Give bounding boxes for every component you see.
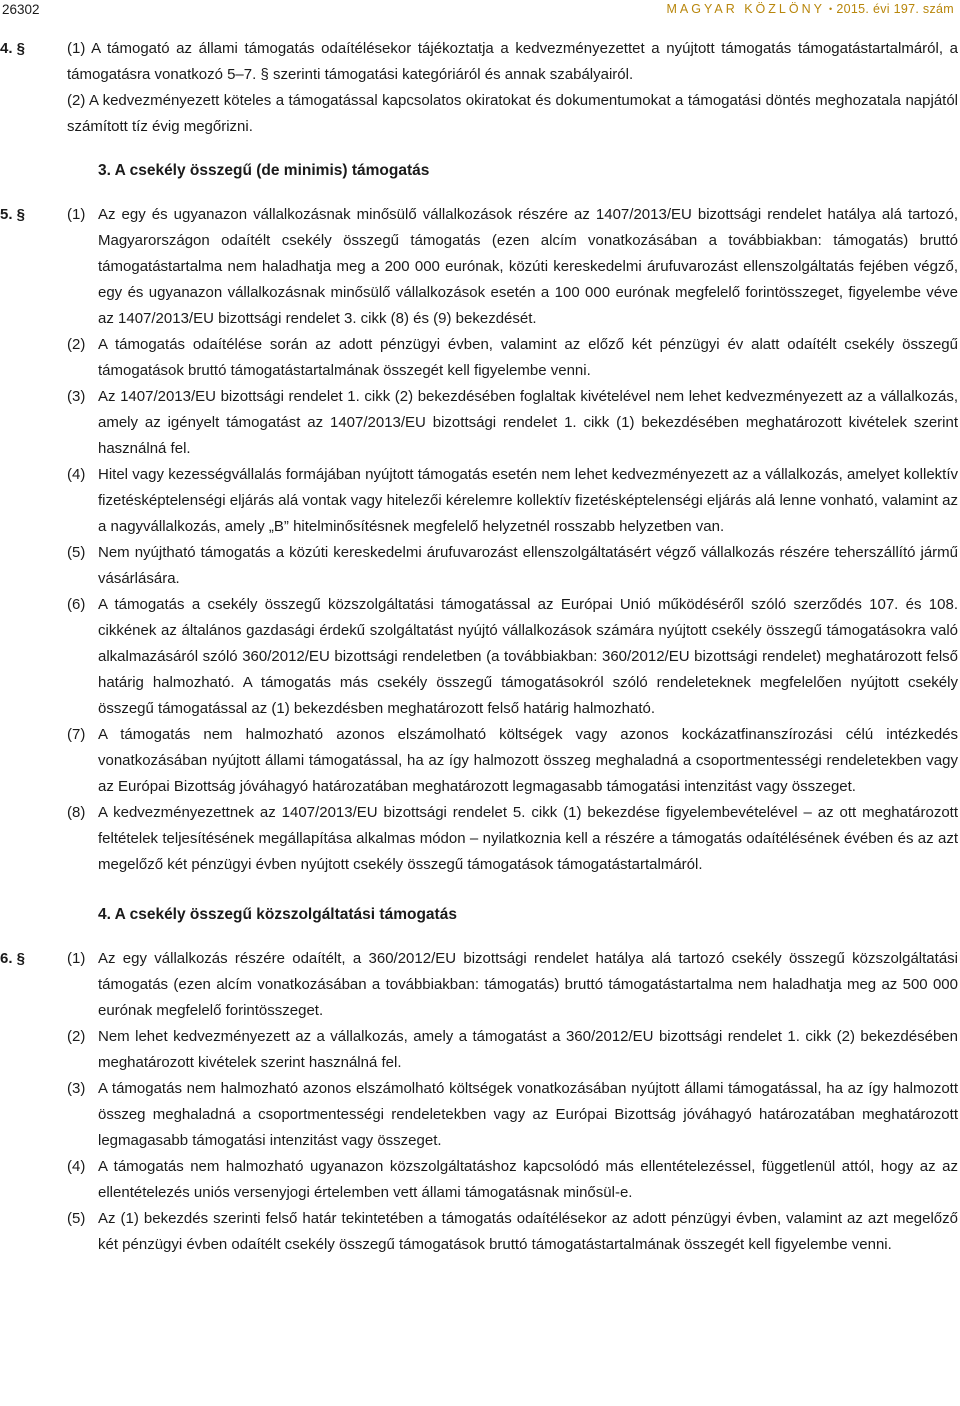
paragraph-number: (4) bbox=[67, 1158, 86, 1175]
paragraph-6-2 bbox=[0, 1024, 958, 1076]
paragraph-text: A kedvezményezettnek az 1407/2013/EU bizottsági rendelet 5. cikk (1) bekezdése figyelembevételével – az ott meghatározott feltételek teljesítésének megállapítása alkalmas módon – nyilatkoznia kell a részére a támogatás odaítélésének évében és az azt megelőző két pénzügyi évben nyújtott csekély összegű támogatások támogatástartalmáról. bbox=[98, 804, 958, 873]
paragraph-6-5 bbox=[0, 1206, 958, 1258]
journal-info bbox=[667, 2, 955, 16]
document-body bbox=[0, 36, 958, 1258]
journal-title: MAGYAR KÖZLÖNY bbox=[666, 2, 825, 16]
page-header bbox=[0, 0, 960, 22]
paragraph-text: A támogatás nem halmozható ugyanazon közszolgáltatáshoz kapcsolódó más ellentételezéssel, függetlenül attól, hogy az az ellentételezés uniós versenyjogi értelemben vett állami támogatásnak minősül-e. bbox=[98, 1158, 958, 1201]
paragraph-text: Nem nyújtható támogatás a közúti kereskedelmi árufuvarozást ellenszolgáltatásért végző vállalkozás részére teherszállító jármű vásárlására. bbox=[98, 544, 958, 587]
paragraph-4-2 bbox=[0, 88, 958, 140]
paragraph-5-6 bbox=[0, 592, 958, 722]
paragraph-number: (1) bbox=[67, 206, 86, 223]
paragraph-text: A kedvezményezett köteles a támogatással kapcsolatos okiratokat és dokumentumokat a támogatási döntés meghozatala napjától számított tíz évig megőrizni. bbox=[67, 92, 958, 135]
paragraph-5-4 bbox=[0, 462, 958, 540]
section-label-5: 5. § bbox=[0, 206, 26, 223]
section-label-6: 6. § bbox=[0, 950, 26, 967]
section-heading-3: 3. A csekély összegű (de minimis) támogatás bbox=[98, 162, 430, 179]
paragraph-number: (1) bbox=[67, 950, 86, 967]
paragraph-5-3 bbox=[0, 384, 958, 462]
paragraph-text: A támogatás nem halmozható azonos elszámolható költségek vagy azonos kockázatfinanszírozási célú intézkedés vonatkozásában nyújtott állami támogatással, ha az így halmozott összeg meghaladná a csoportmentességi rendeletekben vagy az Európai Bizottság jóváhagyó határozatában meghatározott legmagasabb támogatási intenzitást vagy összeget. bbox=[98, 726, 958, 795]
paragraph-6-1 bbox=[0, 946, 958, 1024]
paragraph-number: (3) bbox=[67, 388, 86, 405]
paragraph-text: A támogatás nem halmozható azonos elszámolható költségek vonatkozásában nyújtott állami támogatással, ha az így halmozott összeg meghaladná a csoportmentességi rendeletekben vagy az Európai Bizottság jóváhagyó határozatában meghatározott legmagasabb támogatási intenzitást vagy összeget. bbox=[98, 1080, 958, 1149]
paragraph-text: Az egy és ugyanazon vállalkozásnak minősülő vállalkozások részére az 1407/2013/EU bizottsági rendelet hatálya alá tartozó, Magyarországon odaítélt csekély összegű támogatás (ezen alcím vonatkozásában a továbbiakban: támogatás) bruttó támogatástartalma nem haladhatja meg a 200 000 eurónak, közúti kereskedelmi árufuvarozást ellenszolgáltatás fejében végző, egy és ugyanazon vállalkozásnak minősülő vállalkozások esetén a 100 000 eurónak megfelelő forintösszeget, figyelembe véve az 1407/2013/EU bizottsági rendelet 3. cikk (8) és (9) bekezdését. bbox=[98, 206, 958, 327]
paragraph-number: (7) bbox=[67, 726, 86, 743]
paragraph-text: Az (1) bekezdés szerinti felső határ tekintetében a támogatás odaítélésekor az adott pénzügyi évben, valamint az azt megelőző két pénzügyi évben odaítélt csekély összegű támogatások bruttó támogatástartalmának összegét kell figyelembe venni. bbox=[98, 1210, 958, 1253]
paragraph-4-1 bbox=[0, 36, 958, 88]
paragraph-text: Hitel vagy kezességvállalás formájában nyújtott támogatás esetén nem lehet kedvezményezett az a vállalkozás, amelyet kollektív fizetésképtelenségi eljárás alá vontak vagy hitelezői kérelemre kollektív fizetésképtelenségi eljárás alá lenne vonható, valamint az a nagyvállalkozás, amely „B” hitelminősítésnek megfelelő helyzetnél rosszabb helyzetben van. bbox=[98, 466, 958, 535]
paragraph-number: (2) bbox=[67, 336, 86, 353]
paragraph-5-1 bbox=[0, 202, 958, 332]
paragraph-6-3 bbox=[0, 1076, 958, 1154]
paragraph-6-4 bbox=[0, 1154, 958, 1206]
paragraph-5-2 bbox=[0, 332, 958, 384]
page-number: 26302 bbox=[2, 2, 40, 17]
paragraph-number: (2) bbox=[67, 1028, 86, 1045]
paragraph-number: (5) bbox=[67, 544, 86, 561]
issue-number: 2015. évi 197. szám bbox=[836, 2, 954, 16]
section-label-4: 4. § bbox=[0, 40, 26, 57]
paragraph-number: (8) bbox=[67, 804, 86, 821]
paragraph-number: (6) bbox=[67, 596, 86, 613]
paragraph-number: (4) bbox=[67, 466, 86, 483]
paragraph-text: Az 1407/2013/EU bizottsági rendelet 1. cikk (2) bekezdésében foglaltak kivételével nem lehet kedvezményezett az a vállalkozás, amely az igényelt támogatást az 1407/2013/EU bizottsági rendelet 1. cikk (1) bekezdésében meghatározott kivételek szerint használná fel. bbox=[98, 388, 958, 457]
paragraph-5-8 bbox=[0, 800, 958, 878]
paragraph-number: (2) bbox=[67, 92, 86, 109]
paragraph-number: (5) bbox=[67, 1210, 86, 1227]
paragraph-number: (1) bbox=[67, 40, 86, 57]
paragraph-text: A támogatás odaítélése során az adott pénzügyi évben, valamint az előző két pénzügyi év alatt odaítélt csekély összegű támogatások bruttó támogatástartalmának összegét kell figyelembe venni. bbox=[98, 336, 958, 379]
paragraph-5-5 bbox=[0, 540, 958, 592]
bullet-separator-icon: • bbox=[828, 4, 833, 14]
paragraph-text: Az egy vállalkozás részére odaítélt, a 360/2012/EU bizottsági rendelet hatálya alá tartozó csekély összegű közszolgáltatási támogatás (ezen alcím vonatkozásában a továbbiakban: támogatás) bruttó támogatástartalma nem haladhatja meg az 500 000 eurónak megfelelő forintösszeget. bbox=[98, 950, 958, 1019]
section-heading-4: 4. A csekély összegű közszolgáltatási támogatás bbox=[98, 906, 457, 923]
paragraph-number: (3) bbox=[67, 1080, 86, 1097]
paragraph-text: Nem lehet kedvezményezett az a vállalkozás, amely a támogatást a 360/2012/EU bizottsági rendelet 1. cikk (2) bekezdésében meghatározott kivételek szerint használná fel. bbox=[98, 1028, 958, 1071]
paragraph-text: A támogató az állami támogatás odaítélésekor tájékoztatja a kedvezményezettet a nyújtott támogatás támogatástartalmáról, a támogatásra vonatkozó 5–7. § szerinti támogatási kategóriáról és annak szabályairól. bbox=[67, 40, 959, 83]
paragraph-text: A támogatás a csekély összegű közszolgáltatási támogatással az Európai Unió működéséről szóló szerződés 107. és 108. cikkének az általános gazdasági érdekű szolgáltatást nyújtó vállalkozások számára nyújtott csekély összegű támogatásokra való alkalmazásáról szóló 360/2012/EU bizottsági rendeletben (a továbbiakban: 360/2012/EU bizottsági rendelet) meghatározott felső határig halmozható. A támogatás más csekély összegű támogatásokról szóló rendeleteknek megfelelően nyújtott csekély összegű támogatással az (1) bekezdésben meghatározott felső határig halmozható. bbox=[98, 596, 958, 717]
paragraph-5-7 bbox=[0, 722, 958, 800]
